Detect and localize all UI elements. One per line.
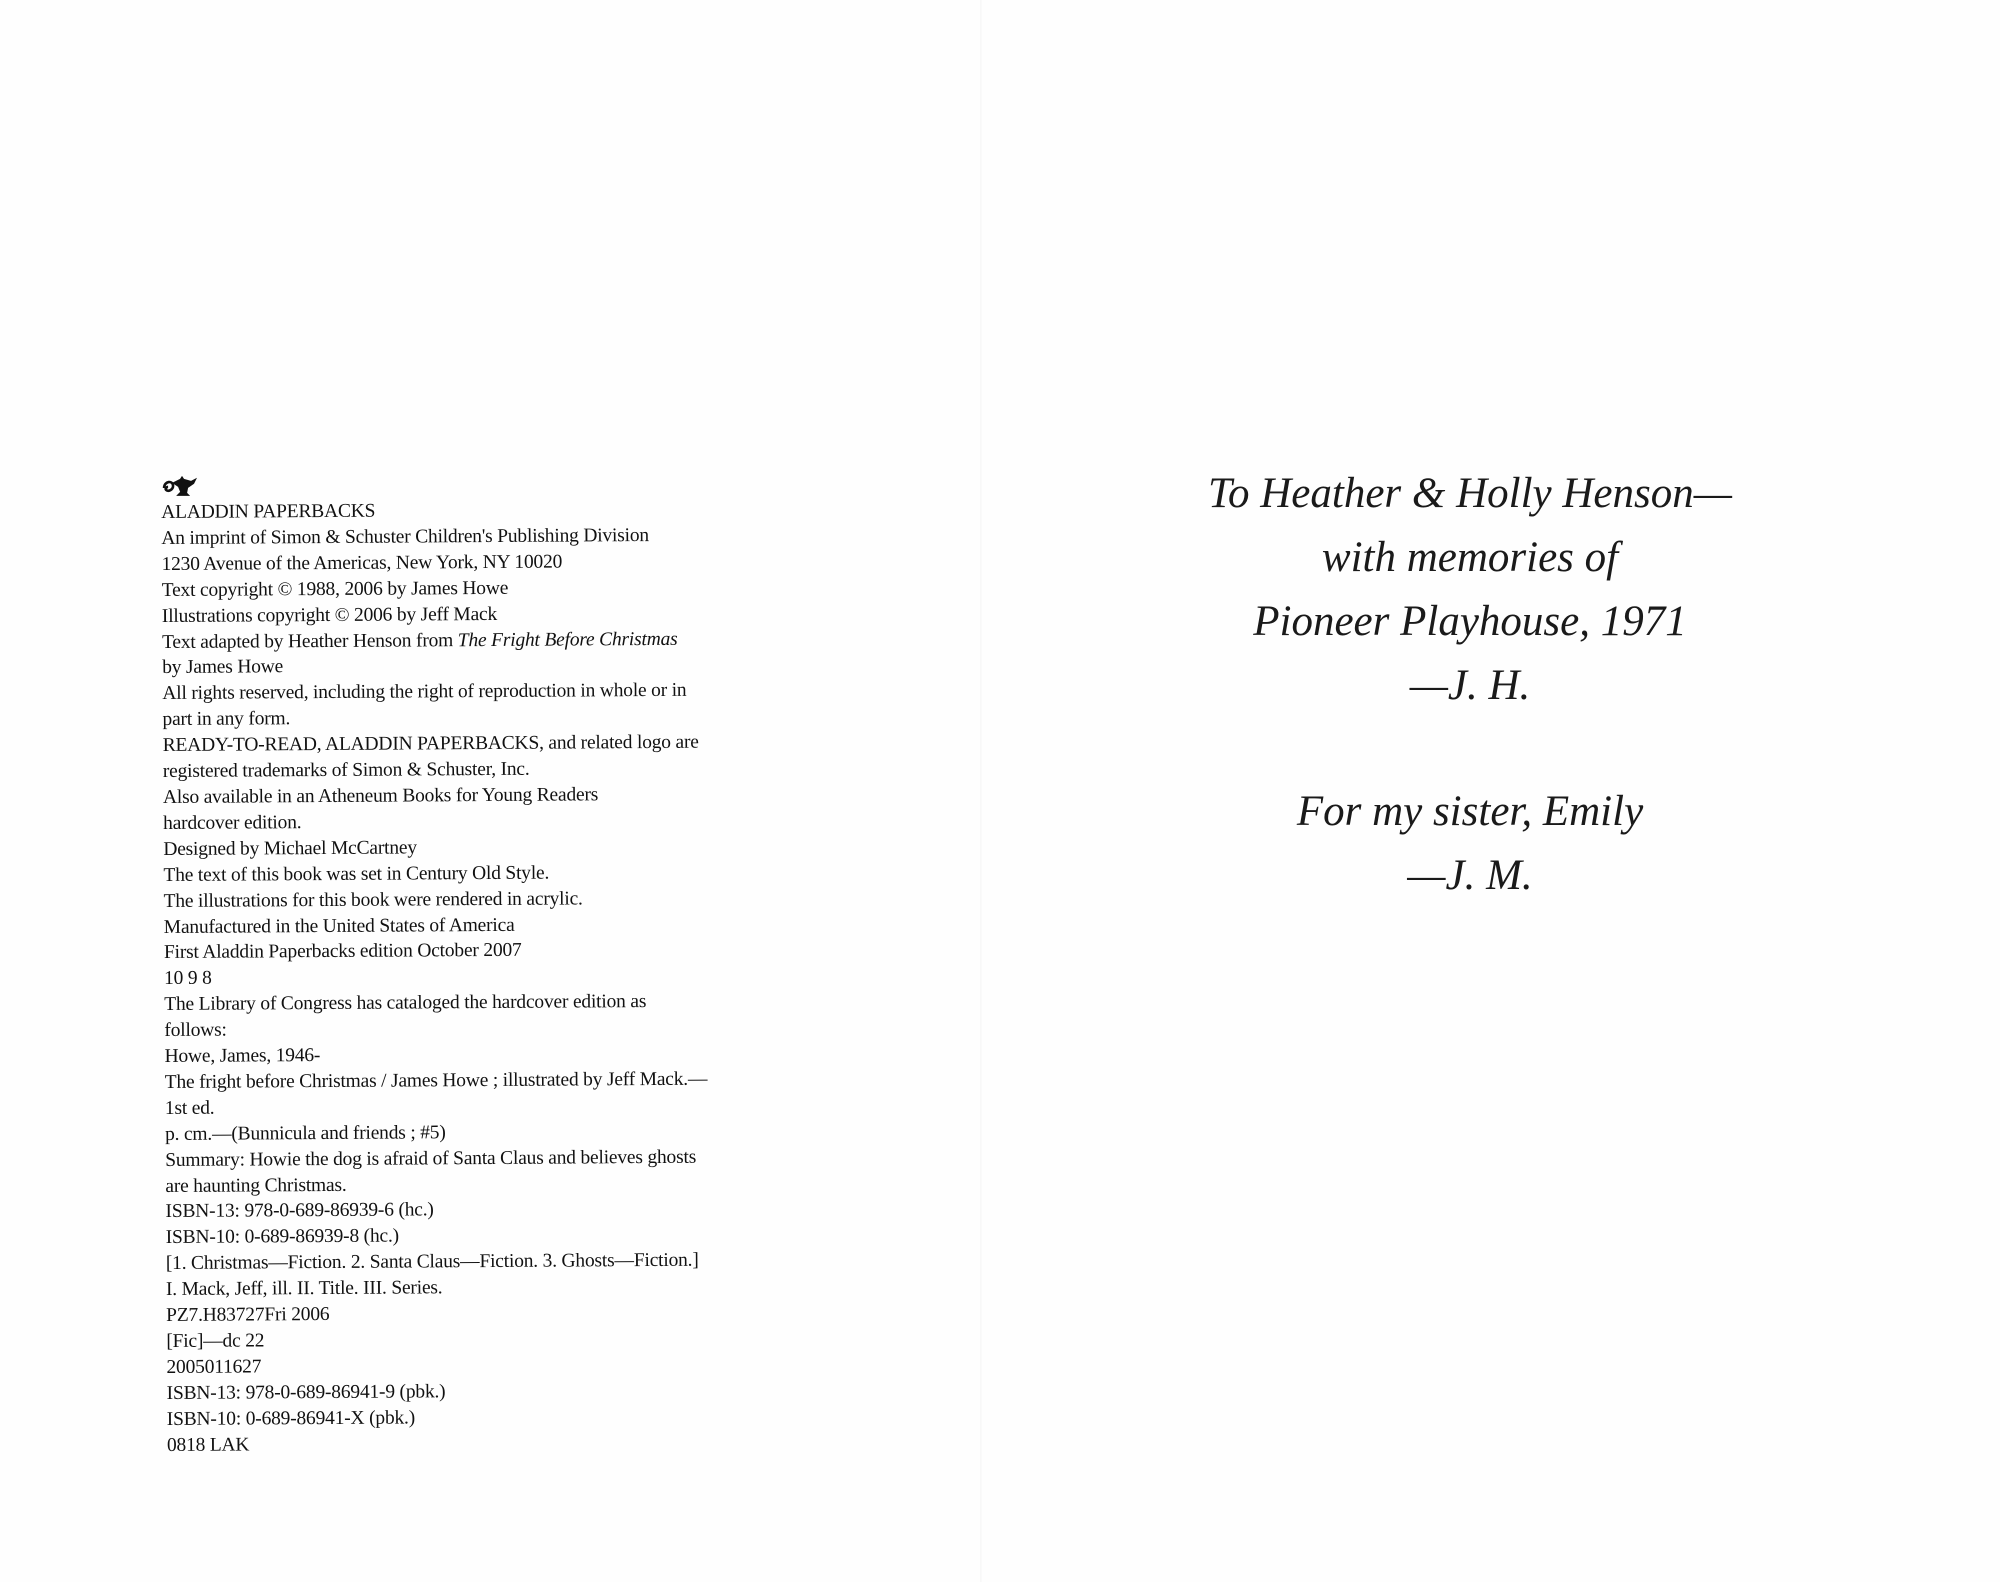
copyright-line: follows: — [164, 1019, 227, 1042]
page-gutter — [980, 0, 982, 1582]
copyright-line: Text copyright © 1988, 2006 by James Howe — [161, 577, 509, 601]
dedication-line: For my sister, Emily — [1296, 788, 1644, 835]
adapted-line — [162, 626, 782, 656]
copyright-line: All rights reserved, including the right of reproduction in whole or in — [162, 680, 687, 705]
copyright-line: p. cm.—(Bunnicula and friends ; #5) — [164, 1122, 446, 1145]
copyright-line: The fright before Christmas / James Howe ; illustrated by Jeff Mack.— — [164, 1068, 708, 1093]
copyright-line: 2005011627 — [166, 1356, 262, 1378]
copyright-line: ISBN-10: 0-689-86941-X (pbk.) — [166, 1407, 416, 1430]
copyright-line: READY-TO-READ, ALADDIN PAPERBACKS, and related logo are — [162, 731, 699, 757]
adapted-prefix: Text adapted by Heather Henson from — [161, 629, 458, 653]
copyright-line: by James Howe — [162, 656, 284, 679]
copyright-line: Howe, James, 1946- — [164, 1045, 321, 1068]
adapted-title: The Fright Before Christmas — [457, 628, 678, 651]
copyright-line: are haunting Christmas. — [165, 1174, 347, 1197]
dedication-line: To Heather & Holly Henson— — [1208, 470, 1732, 517]
copyright-line: 10 9 8 — [164, 968, 212, 990]
copyright-line: PZ7.H83727Fri 2006 — [166, 1304, 330, 1327]
copyright-line: 0818 LAK — [166, 1434, 250, 1456]
copyright-line: 1230 Avenue of the Americas, New York, NY 10020 — [161, 551, 563, 575]
copyright-line: Designed by Michael McCartney — [163, 837, 417, 860]
copyright-line: I. Mack, Jeff, ill. II. Title. III. Series. — [165, 1277, 443, 1301]
copyright-line: [1. Christmas—Fiction. 2. Santa Claus—Fiction. 3. Ghosts—Fiction.] — [165, 1250, 699, 1275]
copyright-line: ISBN-10: 0-689-86939-8 (hc.) — [165, 1225, 399, 1249]
dedication-page — [1100, 462, 1840, 908]
copyright-line: ISBN-13: 978-0-689-86941-9 (pbk.) — [166, 1381, 446, 1404]
copyright-line: The text of this book was set in Century Old Style. — [163, 862, 550, 886]
copyright-page — [161, 470, 787, 1458]
copyright-line: An imprint of Simon & Schuster Children's Publishing Division — [161, 524, 649, 549]
copyright-line: Also available in an Atheneum Books for Young Readers — [162, 784, 599, 808]
copyright-line: registered trademarks of Simon & Schuster, Inc. — [162, 758, 530, 783]
dedication-signature: —J. M. — [1407, 852, 1533, 899]
dedication-signature: —J. H. — [1409, 662, 1531, 709]
lamp-logo-icon — [161, 474, 199, 500]
copyright-line: The Library of Congress has cataloged the hardcover edition as — [164, 991, 647, 1016]
copyright-line: Summary: Howie the dog is afraid of Santa Claus and believes ghosts — [165, 1146, 697, 1171]
copyright-line: Manufactured in the United States of America — [163, 914, 515, 938]
dedication-line: with memories of — [1321, 534, 1619, 581]
dedication-line: Pioneer Playhouse, 1971 — [1253, 598, 1687, 645]
copyright-line: ALADDIN PAPERBACKS — [161, 500, 376, 523]
copyright-line: First Aladdin Paperbacks edition October 2007 — [163, 940, 522, 964]
copyright-line: Illustrations copyright © 2006 by Jeff Mack — [161, 603, 498, 627]
dedication-gap — [1100, 718, 1840, 780]
copyright-line: [Fic]—dc 22 — [166, 1330, 265, 1352]
copyright-line: 1st ed. — [164, 1097, 215, 1119]
copyright-line: part in any form. — [162, 708, 291, 731]
copyright-line: ISBN-13: 978-0-689-86939-6 (hc.) — [165, 1199, 434, 1223]
copyright-line: hardcover edition. — [163, 812, 302, 834]
copyright-lines-continued — [162, 652, 787, 1459]
copyright-line: The illustrations for this book were rendered in acrylic. — [163, 888, 583, 912]
